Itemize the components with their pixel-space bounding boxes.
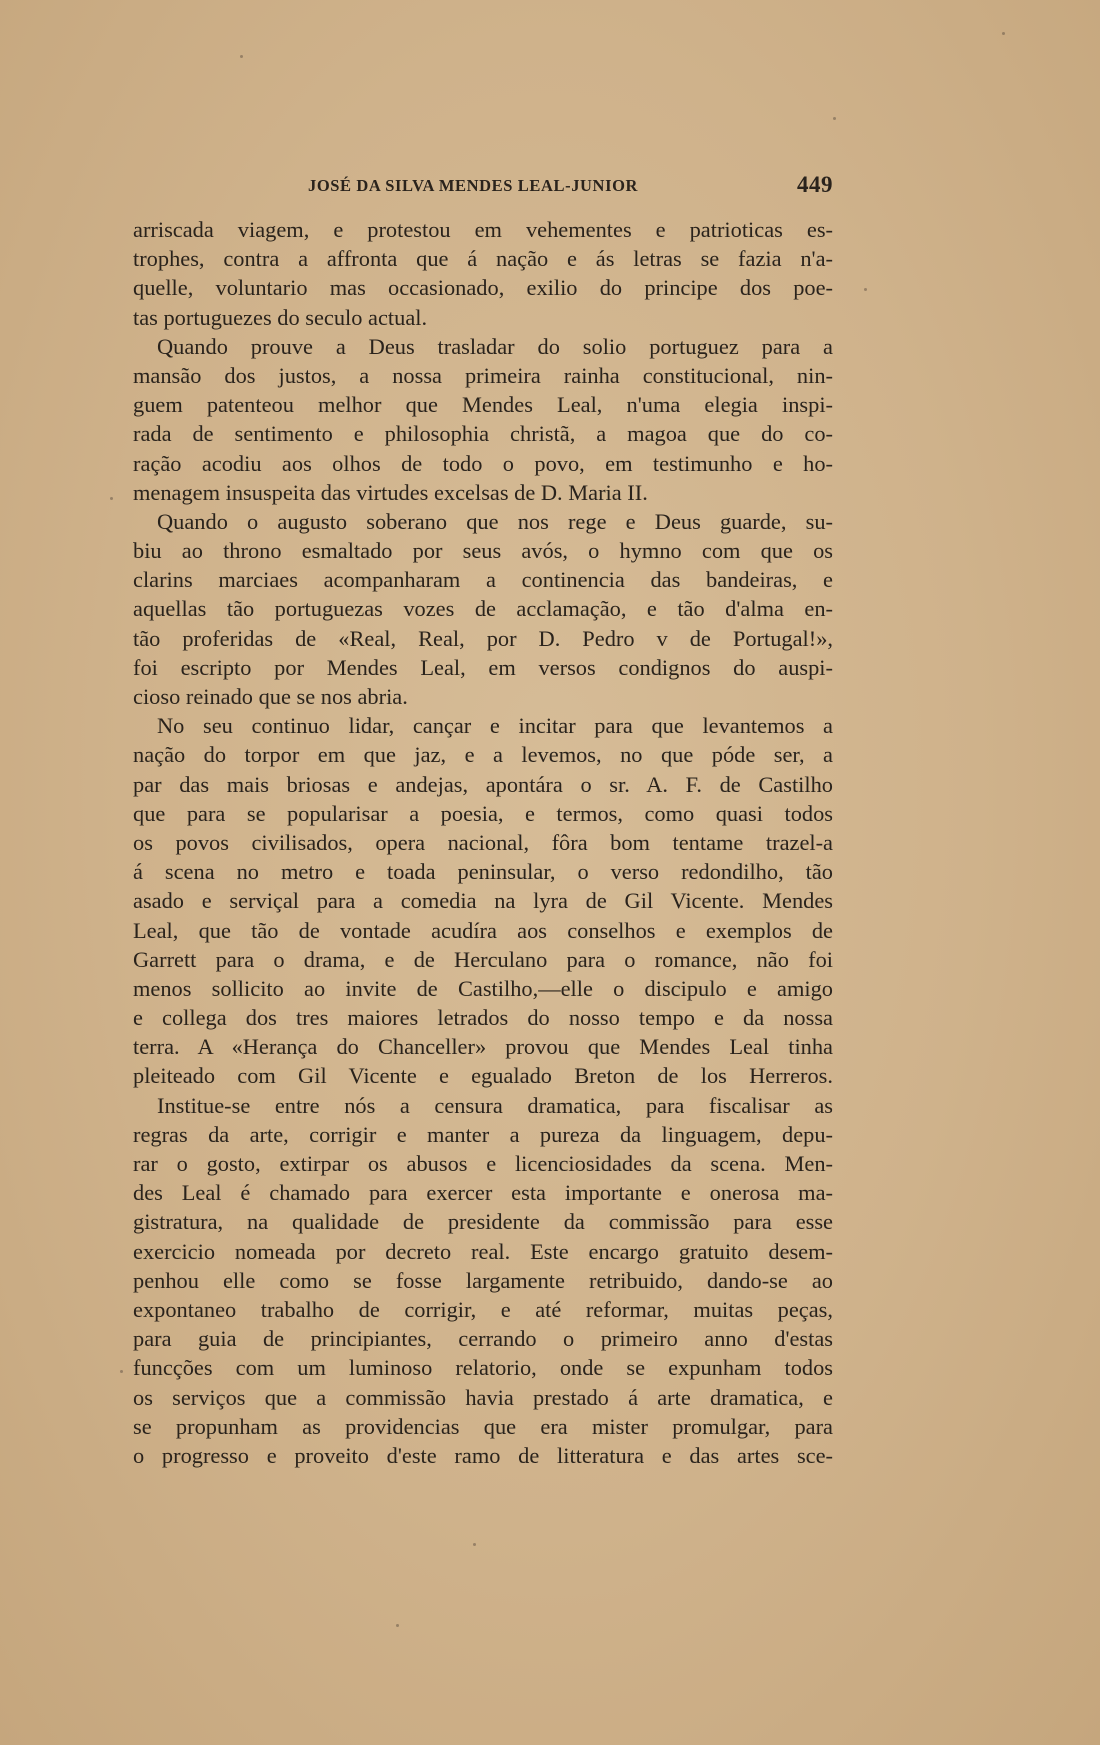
- text-line: mansão dos justos, a nossa primeira rainha constitucional, nin-: [133, 362, 833, 388]
- text-line: Quando prouve a Deus trasladar do solio portuguez para a: [157, 333, 833, 359]
- text-line: Garrett para o drama, e de Herculano para o romance, não foi: [133, 946, 833, 972]
- text-line: o progresso e proveito d'este ramo de litteratura e das artes sce-: [133, 1442, 833, 1468]
- text-line: e collega dos tres maiores letrados do nosso tempo e da nossa: [133, 1005, 833, 1031]
- text-line: ração acodiu aos olhos de todo o povo, em testimunho e ho-: [133, 450, 833, 476]
- text-line: rada de sentimento e philosophia christã, a magoa que do co-: [133, 421, 833, 447]
- text-line: gistratura, na qualidade de presidente da commissão para esse: [133, 1209, 833, 1235]
- text-line: cioso reinado que se nos abria.: [133, 684, 408, 709]
- text-line: asado e serviçal para a comedia na lyra de Gil Vicente. Mendes: [133, 888, 833, 914]
- text-line: tas portuguezes do seculo actual.: [133, 304, 428, 330]
- text-line: clarins marciaes acompanharam a continencia das bandeiras, e: [133, 567, 833, 593]
- body-text: [133, 215, 833, 1470]
- text-line: os serviços que a commissão havia prestado á arte dramatica, e: [133, 1384, 833, 1410]
- paper-speck: [110, 497, 113, 500]
- paper-speck: [240, 55, 243, 58]
- text-line: foi escripto por Mendes Leal, em versos condignos do auspi-: [133, 654, 833, 680]
- text-line: des Leal é chamado para exercer esta importante e onerosa ma-: [133, 1180, 833, 1206]
- text-line: pleiteado com Gil Vicente e egualado Breton de los Herreros.: [133, 1063, 833, 1089]
- text-line: quelle, voluntario mas occasionado, exilio do principe dos poe-: [133, 275, 833, 301]
- running-head: [133, 172, 833, 206]
- text-line: penhou elle como se fosse largamente retribuido, dando-se ao: [133, 1267, 833, 1293]
- text-line: á scena no metro e toada peninsular, o verso redondilho, tão: [133, 859, 833, 885]
- text-line: se propunham as providencias que era mister promulgar, para: [133, 1413, 833, 1439]
- paper-speck: [1002, 32, 1005, 35]
- text-line: que para se popularisar a poesia, e termos, como quasi todos: [133, 800, 833, 826]
- text-line: Quando o augusto soberano que nos rege e Deus guarde, su-: [157, 508, 833, 534]
- text-line: exercicio nomeada por decreto real. Este encargo gratuito desem-: [133, 1238, 833, 1264]
- text-line: trophes, contra a affronta que á nação e ás letras se fazia n'a-: [133, 246, 833, 272]
- text-line: No seu continuo lidar, cançar e incitar para que levantemos a: [157, 713, 833, 739]
- text-line: par das mais briosas e andejas, apontára o sr. A. F. de Castilho: [133, 771, 833, 797]
- text-line: tão proferidas de «Real, Real, por D. Pedro v de Portugal!»,: [133, 625, 833, 651]
- text-line: aquellas tão portuguezas vozes de acclamação, e tão d'alma en-: [133, 596, 833, 622]
- text-line: os povos civilisados, opera nacional, fôra bom tentame trazel-a: [133, 829, 833, 855]
- text-line: biu ao throno esmaltado por seus avós, o hymno com que os: [133, 538, 833, 564]
- paper-speck: [396, 1624, 399, 1627]
- text-line: rar o gosto, extirpar os abusos e licenciosidades da scena. Men-: [133, 1151, 833, 1176]
- text-line: Leal, que tão de vontade acudíra aos conselhos e exemplos de: [133, 917, 833, 943]
- text-line: nação do torpor em que jaz, e a levemos, no que póde ser, a: [133, 742, 833, 768]
- text-line: regras da arte, corrigir e manter a pureza da linguagem, depu-: [133, 1121, 833, 1147]
- paper-speck: [833, 117, 836, 120]
- page-number: 449: [797, 172, 833, 197]
- paper-speck: [120, 1370, 123, 1373]
- text-line: guem patenteou melhor que Mendes Leal, n'uma elegia inspi-: [133, 392, 833, 418]
- text-line: Institue-se entre nós a censura dramatica, para fiscalisar as: [157, 1092, 833, 1118]
- text-line: menagem insuspeita das virtudes excelsas de D. Maria II.: [133, 479, 648, 505]
- text-line: funcções com um luminoso relatorio, onde se expunham todos: [133, 1355, 833, 1381]
- text-line: para guia de principiantes, cerrando o primeiro anno d'estas: [133, 1326, 833, 1352]
- paper-speck: [473, 1543, 476, 1546]
- text-line: expontaneo trabalho de corrigir, e até reformar, muitas peças,: [133, 1296, 833, 1322]
- text-line: arriscada viagem, e protestou em vehementes e patrioticas es-: [133, 217, 833, 242]
- running-title: JOSÉ DA SILVA MENDES LEAL-JUNIOR: [308, 176, 639, 195]
- text-line: terra. A «Herança do Chanceller» provou que Mendes Leal tinha: [133, 1034, 833, 1060]
- paper-speck: [864, 288, 867, 291]
- text-line: menos sollicito ao invite de Castilho,—elle o discipulo e amigo: [133, 975, 833, 1001]
